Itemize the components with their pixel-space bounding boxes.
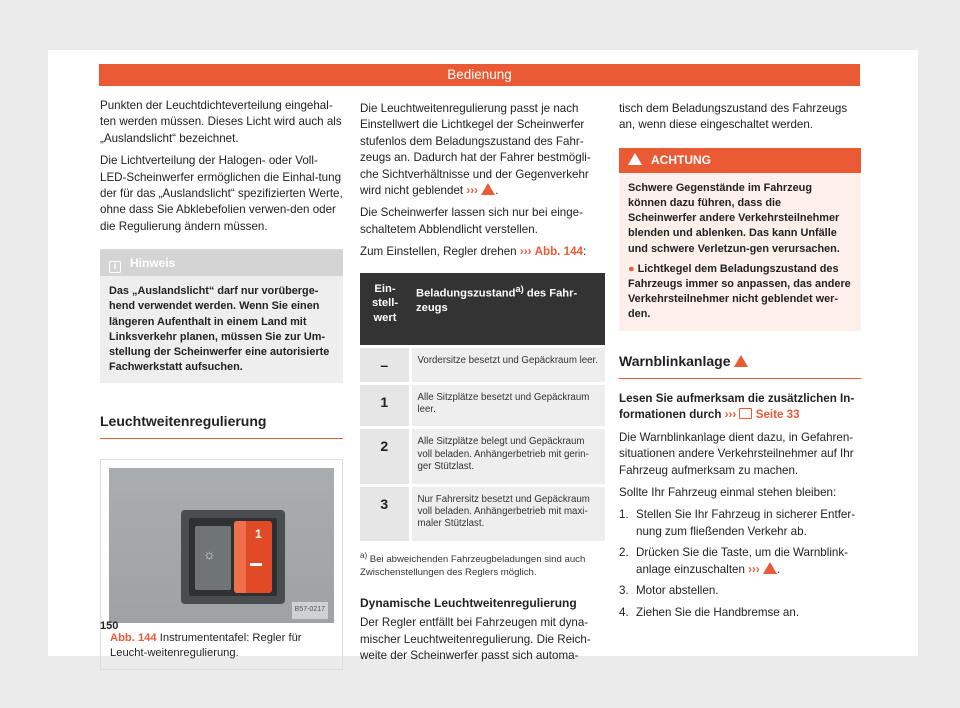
paragraph: Zum Einstellen, Regler drehen ››› Abb. 144: — [360, 245, 587, 259]
chapter-header: Bedienung — [99, 64, 860, 86]
adjuster-wheel-highlight — [234, 521, 246, 593]
warning-triangle-icon — [734, 355, 748, 367]
column-2 — [360, 101, 605, 671]
paragraph: Punkten der Leuchtdichteverteilung eingehal-ten werden müssen. Dieses Licht wird auch als „Auslandslicht“ bezeichnet. — [100, 99, 342, 145]
lead-paragraph: Lesen Sie aufmerksam die zusätzlichen In-formationen durch ››› Seite 33 — [619, 392, 855, 422]
paragraph: Die Warnblinkanlage dient dazu, in Gefahren-situationen andere Verkehrsteilnehmer auf Ihr Fahrzeug aufmerksam zu machen. — [619, 430, 854, 477]
cross-ref-arrows[interactable]: ››› — [466, 184, 478, 198]
page-number: 150 — [100, 620, 119, 632]
wheel-mark-bottom — [250, 563, 262, 566]
figure-144 — [100, 459, 343, 670]
achtung-box — [619, 148, 861, 331]
hinweis-text: Das „Auslandslicht“ darf nur vorüberge-hend verwendet werden. Wenn Sie einen längeren Aufenthalt in einem Land mit Linksverkehr planen, müssen Sie zur Um-stellung der Scheinwerfer eine autorisierte Fachwerkstatt aufsuchen. — [109, 285, 330, 374]
section-title-leuchtweitenregulierung: Leuchtweitenregulierung — [100, 413, 343, 438]
cross-ref-arrows[interactable]: ››› — [519, 245, 532, 259]
warning-triangle-icon — [763, 562, 777, 574]
hinweis-title: Hinweis — [130, 256, 176, 271]
list-item: 3. Motor abstellen. — [619, 584, 719, 598]
hinweis-box — [100, 249, 343, 383]
figure-image — [109, 468, 334, 623]
paragraph: tisch dem Beladungszustand des Fahrzeugs an, wenn diese eingeschaltet werden. — [619, 102, 848, 132]
warning-triangle-icon — [481, 183, 495, 195]
paragraph: Die Lichtverteilung der Halogen- oder Voll-LED-Scheinwerfer ermöglichen die Einhal-tung der für das „Auslandslicht“ spezifizierten Werte, ohne dass Sie Abklebefolien verwen-den oder die Regulierung ändern müssen. — [100, 154, 343, 233]
list-item: 1. Stellen Sie Ihr Fahrzeug in sicherer Entfer-nung zum fließenden Verkehr ab. — [619, 508, 856, 538]
table-row: 1 Alle Sitzplätze besetzt und Gepäckraum leer. — [360, 383, 605, 428]
figure-caption — [101, 623, 342, 669]
achtung-text: Schwere Gegenstände im Fahrzeug können dazu führen, dass die Scheinwerfer andere Verkehrsteilnehmer blenden und ablenken. Das kann Unfälle und schwere Verletzun-gen verursachen. — [628, 181, 840, 255]
table-row: 2 Alle Sitzplätze belegt und Gepäckraum voll beladen. Anhängerbetrieb mit gerin-ger Stützlast. — [360, 428, 605, 485]
table-header-load: Beladungszustand$^{a)}$ des Fahr-zeugs — [410, 273, 605, 347]
column-1 — [100, 98, 343, 670]
achtung-body — [619, 173, 861, 331]
table-row: – Vordersitze besetzt und Gepäckraum leer. — [360, 347, 605, 383]
subheading-dynamic: Dynamische Leuchtweitenregulierung — [360, 596, 577, 610]
headlight-range-icon: ☼ — [203, 545, 216, 562]
list-item: 2. Drücken Sie die Taste, um die Warnblink-anlage einzuschalten ››› . — [619, 546, 848, 576]
book-icon — [739, 408, 752, 419]
table-row: 3 Nur Fahrersitz besetzt und Gepäckraum voll beladen. Anhängerbetrieb mit maxi-maler Stützlast. — [360, 485, 605, 541]
bullet-icon: ● — [628, 262, 635, 275]
settings-table — [360, 273, 605, 541]
table-footnote: $^{a)}$ Bei abweichenden Fahrzeugbeladungen sind auch Zwischenstellungen des Reglers möglich. — [360, 550, 586, 578]
wheel-mark-top: 1 — [255, 526, 262, 541]
column-3 — [619, 101, 861, 626]
hinweis-header — [100, 251, 343, 276]
achtung-title: ACHTUNG — [651, 152, 711, 167]
paragraph: Der Regler entfällt bei Fahrzeugen mit dyna-mischer Leuchtweitenregulierung. Die Reich-weite der Scheinwerfer passt sich automa- — [360, 616, 591, 663]
steps-list — [619, 507, 861, 620]
info-icon: i — [109, 261, 121, 273]
figure-caption-text: Instrumententafel: Regler für Leucht-weitenregulierung. — [110, 631, 302, 659]
page-link[interactable]: Seite 33 — [755, 408, 800, 422]
paragraph: Die Scheinwerfer lassen sich nur bei einge-schaltetem Abblendlicht verstellen. — [360, 206, 583, 236]
cross-ref-arrows[interactable]: ››› — [748, 562, 760, 576]
section-title-warnblinkanlage: Warnblinkanlage — [619, 353, 861, 379]
achtung-header — [619, 148, 861, 173]
figure-code: B57-0217 — [292, 602, 328, 618]
table-header-value: Ein-stell-wert — [360, 273, 410, 347]
warning-triangle-icon — [628, 153, 642, 165]
paragraph: Sollte Ihr Fahrzeug einmal stehen bleiben: — [619, 486, 837, 500]
achtung-bullet: ● Lichtkegel dem Beladungszustand des Fahrzeugs immer so anpassen, das andere Verkehrsteilnehmer nicht geblendet wer-den. — [628, 262, 851, 321]
list-item: 4. Ziehen Sie die Handbremse an. — [619, 605, 800, 619]
figure-link[interactable]: Abb. 144 — [534, 245, 583, 259]
paragraph: Die Leuchtweitenregulierung passt je nach Einstellwert die Lichtkegel der Scheinwerfer stufenlos dem Beladungszustand des Fahr-zeugs an. Dadurch hat der Fahrer bestmögli-che Sichtverhältnisse und der Gegenverkehr wird nicht geblendet ››› . — [360, 102, 591, 198]
cross-ref-arrows[interactable]: ››› — [724, 408, 737, 422]
figure-label: Abb. 144 — [110, 631, 157, 644]
